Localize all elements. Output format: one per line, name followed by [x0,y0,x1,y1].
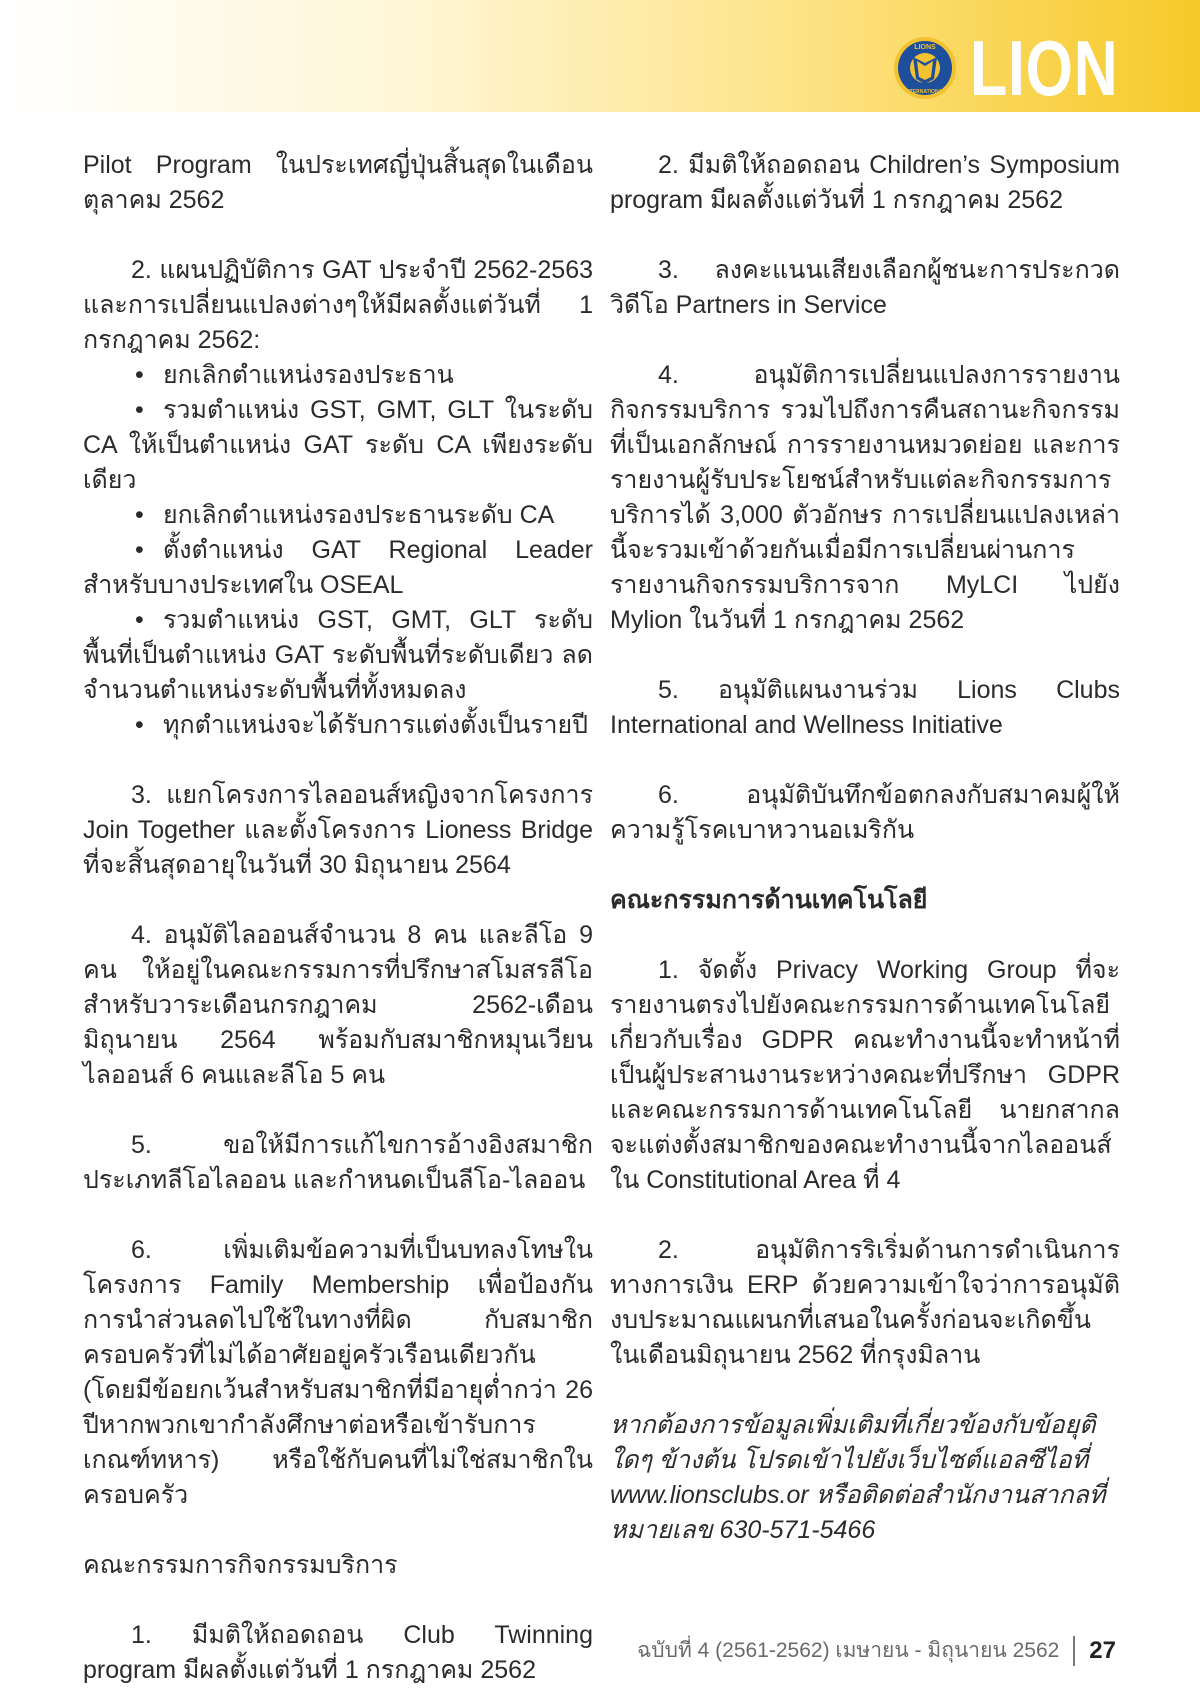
issue-info: ฉบับที่ 4 (2561-2562) เมษายน - มิถุนายน 2562 [637,1639,1060,1662]
bullet-item: • รวมตำแหน่ง GST, GMT, GLT ระดับพื้นที่เป็นตำแหน่ง GAT ระดับพื้นที่ระดับเดียว ลดจำนวนตำแหน่งระดับพื้นที่ทั้งหมดลง [83,603,593,708]
brand-wordmark: LION [969,24,1119,112]
bullet-item: • ทุกตำแหน่งจะได้รับการแต่งตั้งเป็นรายปี [83,708,593,743]
emblem-bottom-text: INTERNATIONAL [904,89,945,95]
left-column [83,148,593,1688]
list-item: 5. ขอให้มีการแก้ไขการอ้างอิงสมาชิกประเภทลีโอไลออน และกำหนดเป็นลีโอ-ไลออน [83,1131,593,1194]
bullet-item: • รวมตำแหน่ง GST, GMT, GLT ในระดับ CA ให้เป็นตำแหน่ง GAT ระดับ CA เพียงระดับเดียว [83,393,593,498]
bullet-item: • ยกเลิกตำแหน่งรองประธาน [83,358,593,393]
right-column [610,148,1120,1548]
page-number: 27 [1089,1636,1116,1664]
list-item: 1. จัดตั้ง Privacy Working Group ที่จะรายงานตรงไปยังคณะกรรมการด้านเทคโนโลยีเกี่ยวกับเรื่อง GDPR คณะทำงานนี้จะทำหน้าที่เป็นผู้ประสานงานระหว่างคณะที่ปรึกษา GDPR และคณะกรรมการด้านเทคโนโลยี นายกสากลจะแต่งตั้งสมาชิกของคณะทำงานนี้จากไลออนส์ใน Constitutional Area ที่ 4 [610,956,1120,1194]
footer-divider [1073,1636,1075,1666]
brand [892,24,1120,112]
emblem-top-text: LIONS [913,44,936,51]
list-item: 2. แผนปฏิบัติการ GAT ประจำปี 2562-2563 และการเปลี่ยนแปลงต่างๆให้มีผลตั้งแต่วันที่ 1 กรกฎาคม 2562: [83,256,593,354]
lions-emblem-logo [892,35,958,101]
contact-note: หากต้องการข้อมูลเพิ่มเติมที่เกี่ยวข้องกับข้อยุติใดๆ ข้างต้น โปรดเข้าไปยังเว็บไซต์แอลซีไอที่ www.lionsclubs.or หรือติดต่อสำนักงานสากลที่หมายเลข 630-571-5466 [610,1411,1106,1544]
list-item: 5. อนุมัติแผนงานร่วม Lions Clubs International and Wellness Initiative [610,676,1120,739]
list-item: 2. มีมติให้ถอดถอน Children’s Symposium program มีผลตั้งแต่วันที่ 1 กรกฎาคม 2562 [610,151,1120,214]
list-item: 6. เพิ่มเติมข้อความที่เป็นบทลงโทษในโครงการ Family Membership เพื่อป้องกันการนำส่วนลดไปใช้ในทางที่ผิด กับสมาชิกครอบครัวที่ไม่ได้อาศัยอยู่ครัวเรือนเดียวกัน (โดยมีข้อยกเว้นสำหรับสมาชิกที่มีอายุต่ำกว่า 26 ปีหากพวกเขากำลังศึกษาต่อหรือเข้ารับการเกณฑ์ทหาร) หรือใช้กับคนที่ไม่ใช่สมาชิกในครอบครัว [83,1236,593,1509]
footer [637,1634,1116,1667]
list-item: 2. อนุมัติการริเริ่มด้านการดำเนินการทางการเงิน ERP ด้วยความเข้าใจว่าการอนุมัติงบประมาณแผนกที่เสนอในครั้งก่อนจะเกิดขึ้นในเดือนมิถุนายน 2562 ที่กรุงมิลาน [610,1236,1120,1369]
list-item: 3. ลงคะแนนเสียงเลือกผู้ชนะการประกวดวิดีโอ Partners in Service [610,256,1120,319]
list-item: 4. อนุมัติการเปลี่ยนแปลงการรายงานกิจกรรมบริการ รวมไปถึงการคืนสถานะกิจกรรมที่เป็นเอกลักษณ์ การรายงานหมวดย่อย และการรายงานผู้รับประโยชน์สำหรับแต่ละกิจกรรมการบริการได้ 3,000 ตัวอักษร การเปลี่ยนแปลงเหล่านี้จะรวมเข้าด้วยกันเมื่อมีการเปลี่ยนผ่านการรายงานกิจกรรมบริการจาก MyLCI ไปยัง Mylion ในวันที่ 1 กรกฎาคม 2562 [610,361,1120,634]
paragraph: Pilot Program ในประเทศญี่ปุ่นสิ้นสุดในเดือนตุลาคม 2562 [83,151,593,214]
list-item: 3. แยกโครงการไลออนส์หญิงจากโครงการ Join Together และตั้งโครงการ Lioness Bridge ที่จะสิ้นสุดอายุในวันที่ 30 มิถุนายน 2564 [83,781,593,879]
list-item: 4. อนุมัติไลออนส์จำนวน 8 คน และลีโอ 9 คน ให้อยู่ในคณะกรรมการที่ปรึกษาสโมสรลีโอสำหรับวาระเดือนกรกฎาคม 2562-เดือนมิถุนายน 2564 พร้อมกับสมาชิกหมุนเวียนไลออนส์ 6 คนและลีโอ 5 คน [83,921,593,1089]
section-heading: คณะกรรมการด้านเทคโนโลยี [610,886,928,914]
bullet-item: • ยกเลิกตำแหน่งรองประธานระดับ CA [83,498,593,533]
list-item: 1. มีมติให้ถอดถอน Club Twinning program มีผลตั้งแต่วันที่ 1 กรกฎาคม 2562 [83,1621,593,1684]
section-heading: คณะกรรมการกิจกรรมบริการ [83,1551,398,1579]
bullet-item: • ตั้งตำแหน่ง GAT Regional Leader สำหรับบางประเทศใน OSEAL [83,533,593,603]
list-item: 6. อนุมัติบันทึกข้อตกลงกับสมาคมผู้ให้ความรู้โรคเบาหวานอเมริกัน [610,781,1120,844]
